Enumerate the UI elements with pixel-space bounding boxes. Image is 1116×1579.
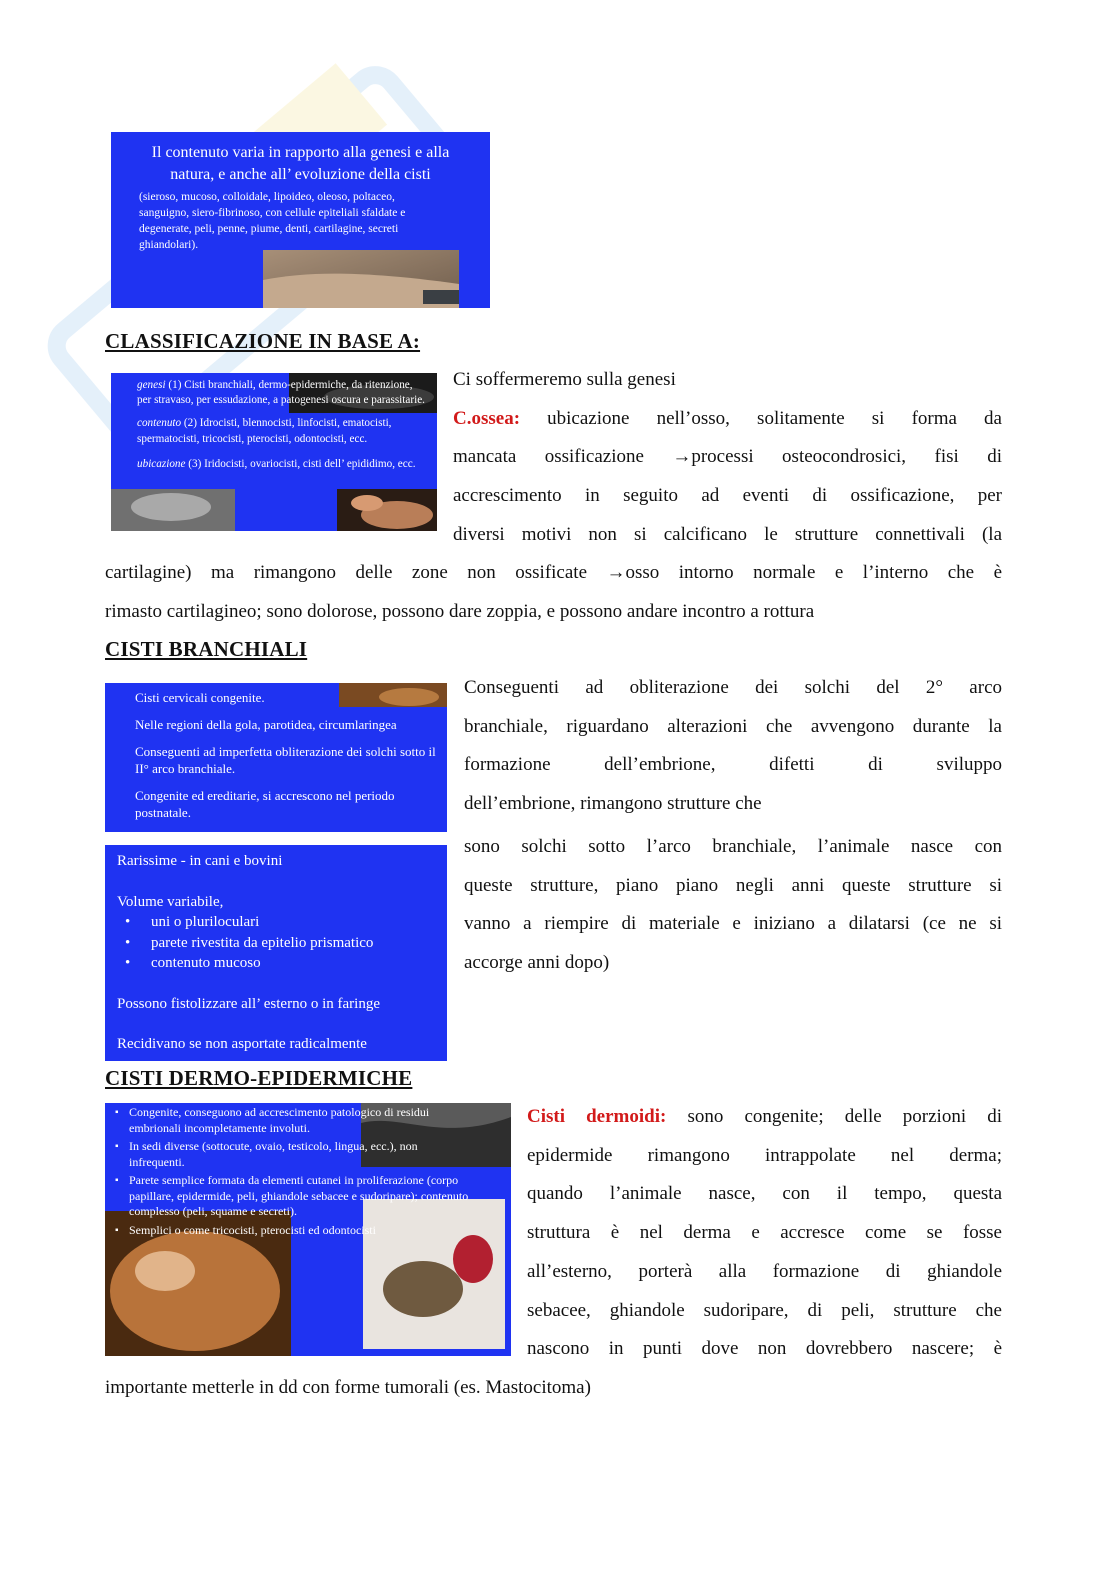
text-line: cartilagine) ma rimangono delle zone non ossificate →osso intorno normale e l’interno che è	[105, 562, 1002, 583]
slide-bullet: ▪ Semplici o come tricocisti, pterocisti ed odontocisti	[115, 1223, 505, 1239]
photo-hand-syringe	[263, 250, 459, 308]
text-line: vanno a riempire di materiale e iniziano a dilatarsi (ce ne si	[464, 913, 1002, 935]
slide-item: Rarissime - in cani e bovini	[117, 853, 283, 869]
slide-bullet: ▪ Parete semplice formata da elementi cutanei in proliferazione (corpo papillare, epidermide, peli, ghiandole sebacee e sudoripare); contenuto complesso (peli, squame e secreti).	[115, 1173, 505, 1220]
section-heading-cisti-dermo-epidermiche: CISTI DERMO-EPIDERMICHE	[105, 1066, 413, 1090]
text-line: formazione dell’embrione, difetti di sviluppo	[464, 754, 1002, 776]
slide-item: Possono fistolizzare all’ esterno o in faringe	[117, 995, 380, 1012]
term-c-ossea: C.ossea:	[453, 407, 521, 429]
paragraph-cisti-ossea	[453, 361, 1002, 555]
slide-item: Congenite ed ereditarie, si accrescono nel periodo postnatale.	[135, 788, 395, 820]
slide-item: Recidivano se non asportate radicalmente	[117, 1036, 367, 1052]
slide-text: ghiandolari).	[139, 239, 199, 251]
section-heading-classificazione: CLASSIFICAZIONE IN BASE A:	[105, 329, 421, 353]
paragraph-cisti-branchiali-cont	[464, 828, 1002, 983]
text-span: ubicazione nell’osso, solitamente si forma da	[520, 407, 1002, 429]
paragraph-cisti-branchiali	[464, 669, 1002, 824]
text-line: sebacee, ghiandole sudoripare, di peli, strutture che	[527, 1299, 1002, 1321]
text-line: quando l’animale nasce, con il tempo, questa	[527, 1183, 1002, 1205]
slide-row-genesi	[137, 378, 429, 408]
slide-text: degenerate, peli, penne, piume, denti, cartilagine, secreti	[139, 223, 399, 235]
row-label: contenuto	[137, 417, 182, 430]
row-label: genesi	[137, 379, 166, 391]
text-line: sono solchi sotto l’arco branchiale, l’animale nasce con	[464, 836, 1002, 857]
row-text: (3) Iridocisti, ovariocisti, cisti dell’ epididimo, ecc.	[185, 457, 416, 470]
photo-cyst-gray	[111, 489, 235, 531]
section-heading-cisti-branchiali: CISTI BRANCHIALI	[105, 637, 308, 661]
slide-bullet: ▪ Congenite, conseguono ad accrescimento patologico di residui embrionali incompletamente involuti.	[115, 1105, 505, 1136]
slide-bullet: • contenuto mucoso	[117, 953, 439, 974]
row-text: (2) Idrocisti, blennocisti, linfocisti, ematocisti, spermatocisti, tricocisti, pterocisti, odontocisti, ecc.	[137, 417, 392, 445]
slide-bullet: • parete rivestita da epitelio prismatico	[117, 933, 439, 954]
text-line: all’esterno, porterà alla formazione di ghiandole	[527, 1260, 1002, 1282]
slide-item: Cisti cervicali congenite.	[135, 690, 265, 705]
slide-contenuto-cisti	[111, 132, 490, 308]
slide-text: natura, e anche all’ evoluzione della cisti	[170, 166, 431, 183]
slide-text: (sieroso, mucoso, colloidale, lipoideo, oleoso, poltaceo,	[139, 191, 395, 203]
row-text: (1) Cisti branchiali, dermo-epidermiche, da ritenzione, per stravaso, per essudazione, a patogenesi oscura e parassitarie.	[137, 379, 425, 407]
paragraph-cisti-dermoidi	[527, 1098, 1002, 1369]
text-line: queste strutture, piano piano negli anni queste strutture si	[464, 874, 1002, 896]
slide-bullet: ▪ In sedi diverse (sottocute, ovaio, testicolo, lingua, ecc.), non infrequenti.	[115, 1139, 505, 1170]
text-line	[527, 1098, 1002, 1137]
photo-hand	[337, 489, 437, 531]
text-line: epidermide rimangono intrappolate nel derma;	[527, 1144, 1002, 1166]
photo-cyst-neck	[339, 683, 447, 707]
text-line: accorge anni dopo)	[464, 952, 610, 974]
slide-row-ubicazione	[137, 457, 429, 472]
text-span: sono congenite; delle porzioni di	[666, 1106, 1002, 1127]
paragraph-cisti-ossea-cont	[105, 554, 1002, 631]
photo-specimen	[363, 1199, 505, 1349]
row-label: ubicazione	[137, 457, 186, 470]
text-line: struttura è nel derma e accresce come se fosse	[527, 1222, 1002, 1244]
text-line: nascono in punti dove non dovrebbero nascere; è	[527, 1338, 1002, 1360]
slide-item: Conseguenti ad imperfetta obliterazione dei solchi sotto il II° arco branchiale.	[135, 744, 436, 776]
slide-cisti-dermo-epidermiche	[105, 1103, 511, 1356]
slide-text: sanguigno, siero-fibrinoso, con cellule epiteliali sfaldate e	[139, 207, 406, 219]
slide-text: Il contenuto varia in rapporto alla genesi e alla	[151, 144, 450, 161]
text-line: branchiale, riguardano alterazioni che avvengono durante la	[464, 715, 1002, 737]
slide-row-contenuto	[137, 416, 429, 446]
slide-item: Volume variabile,	[117, 893, 224, 910]
text-line: diversi motivi non si calcificano le strutture connettivali (la	[453, 523, 1002, 545]
text-line: dell’embrione, rimangono strutture che	[464, 793, 762, 815]
text-line: rimasto cartilagineo; sono dolorose, possono dare zoppia, e possono andare incontro a rottura	[105, 600, 815, 622]
slide-cisti-branchiali-2	[105, 845, 447, 1061]
text-line	[453, 400, 1002, 439]
term-cisti-dermoidi: Cisti dermoidi:	[527, 1106, 667, 1127]
text-line: Conseguenti ad obliterazione dei solchi del 2° arco	[464, 677, 1002, 698]
slide-cisti-branchiali-1	[105, 683, 447, 832]
slide-item: Nelle regioni della gola, parotidea, circumlaringea	[135, 717, 397, 732]
text-line: mancata ossificazione →processi osteocondrosici, fisi di	[453, 446, 1002, 468]
text-line: accrescimento in seguito ad eventi di ossificazione, per	[453, 485, 1002, 507]
text-line: Ci soffermeremo sulla genesi	[453, 369, 676, 390]
slide-bullet: • uni o pluriloculari	[117, 912, 439, 933]
text-line: importante metterle in dd con forme tumorali (es. Mastocitoma)	[105, 1377, 591, 1398]
paragraph-cisti-dermoidi-cont	[105, 1369, 1002, 1408]
slide-classificazione	[111, 373, 437, 531]
